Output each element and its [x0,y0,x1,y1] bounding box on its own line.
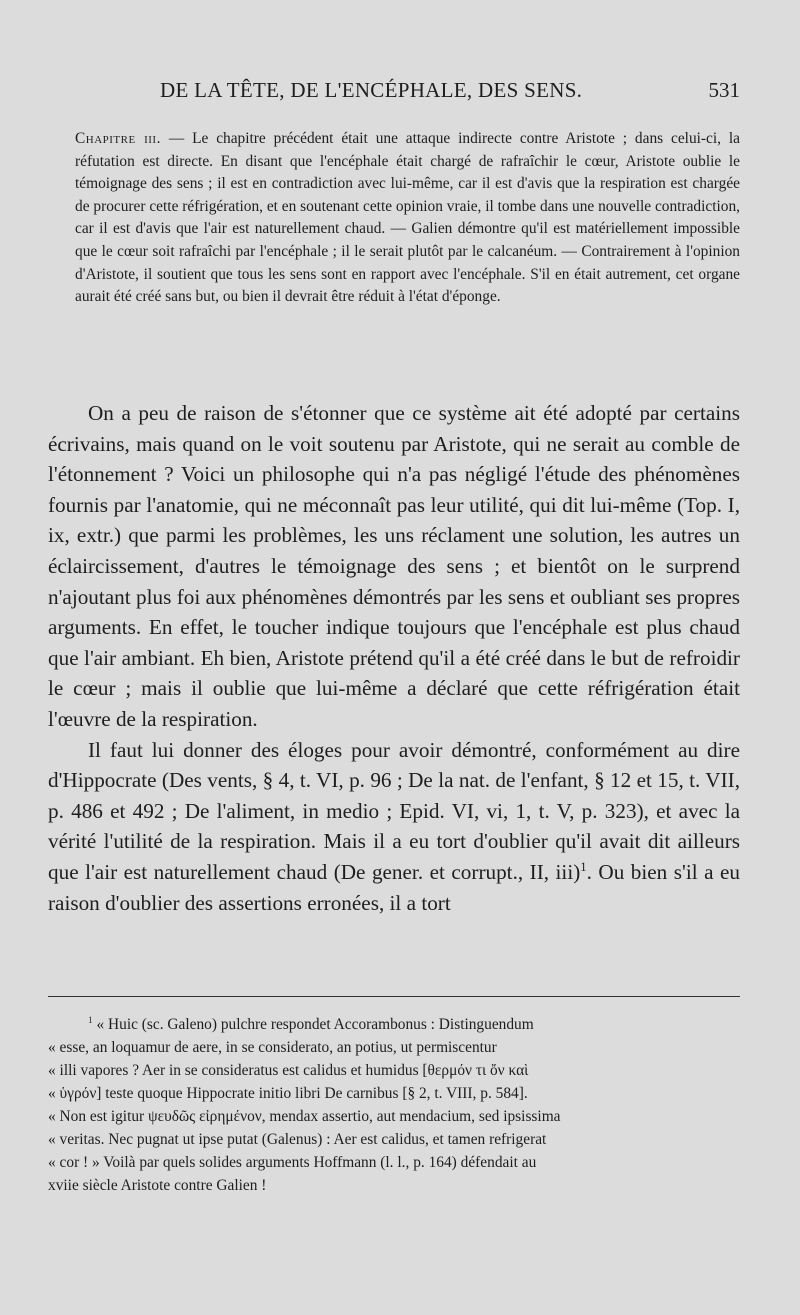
footnote-line-8: xviie siècle Aristote contre Galien ! [48,1177,267,1194]
footnote-line-1: $^1$ « Huic (sc. Galeno) pulchre respondet Accorambonus : Distinguendum [88,1014,534,1033]
paragraph-2-end: . Ou bien s'il a eu raison d'oublier des assertions erronées, il a tort [48,859,740,915]
footnote-line-7: « cor ! » Voilà par quels solides arguments Hoffmann (l. l., p. 164) défendait au [48,1154,537,1171]
footnote-line-3: « illi vapores ? Aer in se consideratus est calidus et humidus [θερμόν τι ὄν καὶ [48,1062,529,1079]
footnote-ref: 1 [580,859,587,874]
paragraph-2-text: Il faut lui donner des éloges pour avoir démontré, conformément au dire d'Hippocrate (Des vents, § 4, t. VI, p. 96 ; De la nat. de l'enfant, § 12 et 15, t. VII, p. 486 et 492 ; De l'aliment, in medio ; Epid. VI, vi, 1, t. V, p. 323), et avec la vérité l'utilité de la respiration. Mais il a eu tort d'oublier qu'il avait dit ailleurs que l'air est naturellement chaud (De gener. et corrupt., II, iii) [48,737,740,884]
footnote-marker: 1 [88,1014,93,1025]
footnote-line-4: « ὑγρόν] teste quoque Hippocrate initio libri De carnibus [§ 2, t. VIII, p. 584]. [48,1085,528,1102]
footnote-line-2: « esse, an loquamur de aere, in se considerato, an potius, ut permiscentur [48,1039,497,1056]
footnote-line-5: « Non est igitur ψευδῶς εἰρημένον, mendax assertio, aut mendacium, sed ipsissima [48,1108,561,1125]
page-header [160,78,740,108]
paragraph-2 [48,735,740,919]
summary-text: — Le chapitre précédent était une attaque indirecte contre Aristote ; dans celui-ci, la réfutation est directe. En disant que l'encéphale était chargé de rafraîchir le cœur, Aristote oublie le témoignage des sens ; il est en contradiction avec lui-même, car il est d'avis que la respiration est chargée de procurer cette réfrigération, et en soutenant cette opinion vraie, il tombe dans une nouvelle contradiction, car il est d'avis que l'air est naturellement chaud. — Galien démontre qu'il est matériellement impossible que le cœur soit rafraîchi par l'encéphale ; il le serait plutôt par le calcanéum. — Contrairement à l'opinion d'Aristote, il soutient que tous les sens sont en rapport avec l'encéphale. S'il en était autrement, cet organe aurait été créé sans but, ou bien il devrait être réduit à l'état d'éponge. [75,130,740,306]
body-text [48,398,740,918]
page-number: 531 [708,78,740,102]
footnotes [48,1013,740,1197]
chapter-label: Chapitre iii. [75,130,161,147]
footnote-line-6: « veritas. Nec pugnat ut ipse putat (Galenus) : Aer est calidus, et tamen refrigerat [48,1131,547,1148]
running-head: DE LA TÊTE, DE L'ENCÉPHALE, DES SENS. [160,78,583,102]
footnote-rule [48,996,740,997]
paragraph-1: On a peu de raison de s'étonner que ce système ait été adopté par certains écrivains, mais quand on le voit soutenu par Aristote, qui ne serait au comble de l'étonnement ? Voici un philosophe qui n'a pas négligé l'étude des phénomènes fournis par l'anatomie, qui ne méconnaît pas leur utilité, qui dit lui-même (Top. I, ix, extr.) que parmi les problèmes, les uns réclament une solution, les autres un éclaircissement, d'autres le témoignage des sens ; et bientôt on le surprend n'ajoutant plus foi aux phénomènes démontrés par les sens et oubliant ses propres arguments. En effet, le toucher indique toujours que l'encéphale est plus chaud que l'air ambiant. Eh bien, Aristote prétend qu'il a été créé dans le but de refroidir le cœur ; mais il oublie que lui-même a déclaré que cette réfrigération était l'œuvre de la respiration. [48,401,740,731]
chapter-summary [75,128,740,309]
